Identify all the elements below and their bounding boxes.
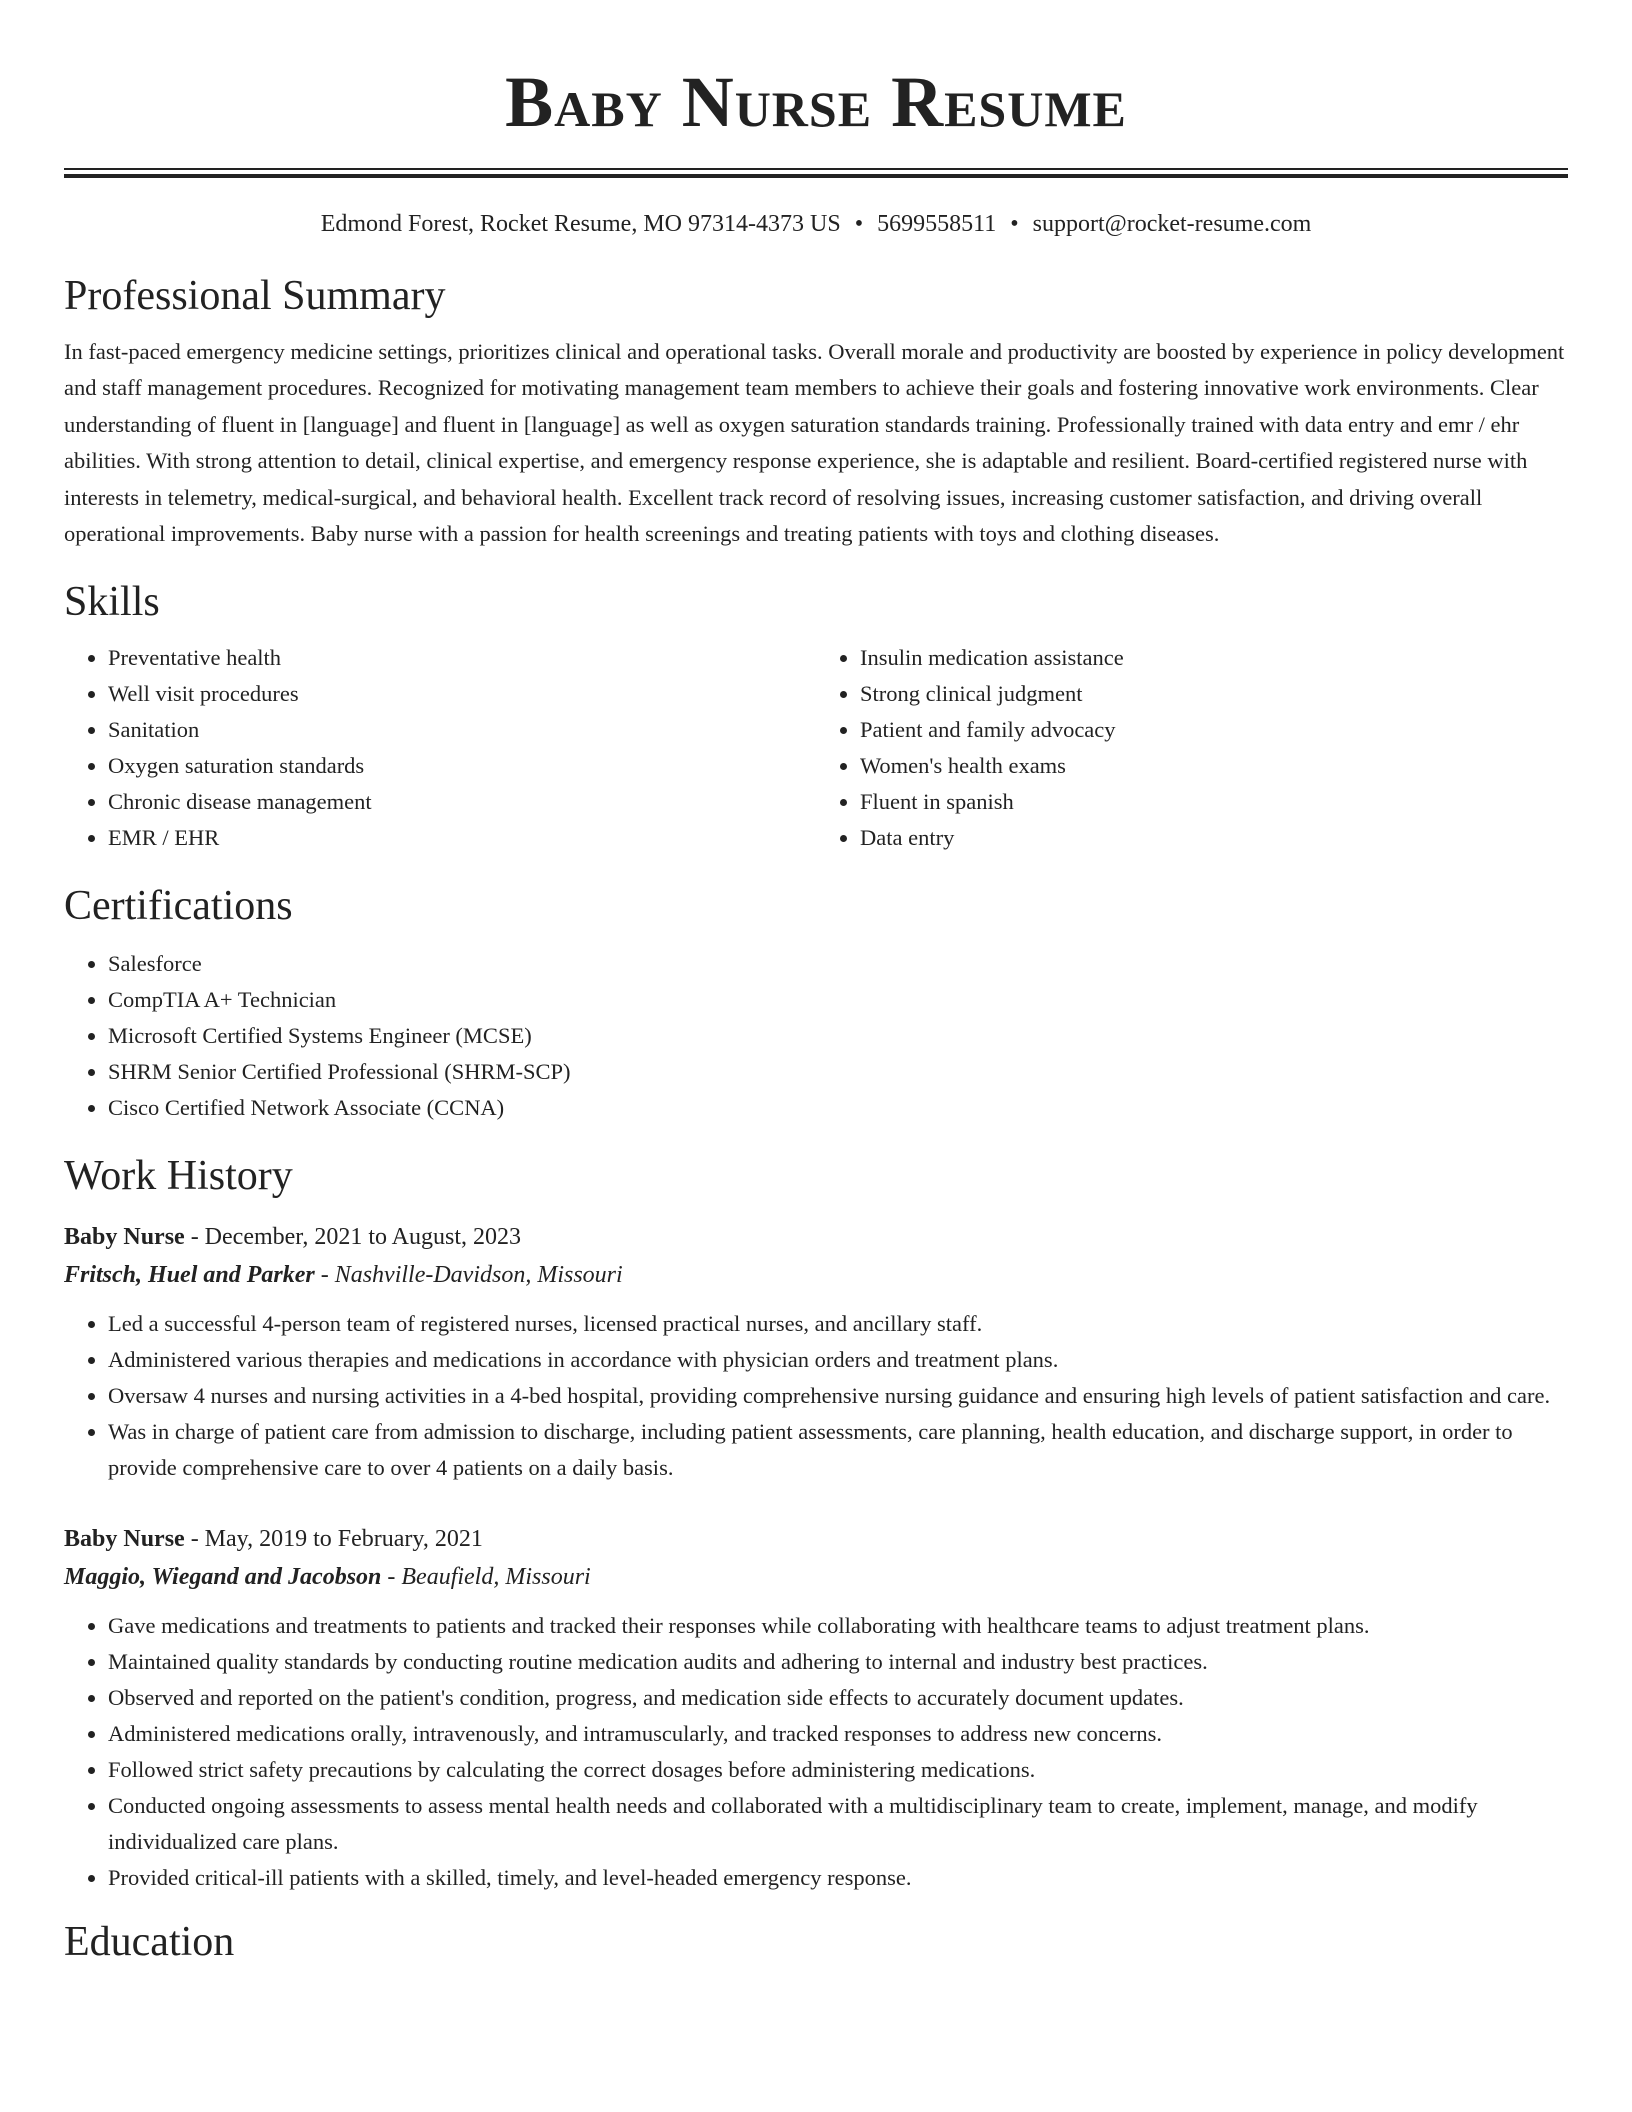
skill-item: • Chronic disease management (108, 784, 816, 820)
job-location: - Beaufield, Missouri (381, 1564, 591, 1591)
contact-line (64, 208, 1568, 240)
certification-item: • Salesforce (108, 946, 1568, 982)
contact-separator: • (854, 211, 864, 237)
summary-heading: Professional Summary (64, 273, 446, 319)
job-title-line (64, 1520, 1568, 1558)
skill-item: • Preventative health (108, 640, 816, 676)
job-bullets (64, 1608, 1568, 1896)
job-role: Baby Nurse (64, 1224, 185, 1251)
certifications-heading: Certifications (64, 883, 293, 930)
job-location: - Nashville-Davidson, Missouri (314, 1262, 623, 1289)
job-bullet: • Administered various therapies and medications in accordance with physician orders and treatment plans. (108, 1342, 1568, 1378)
contact-email: support@rocket-resume.com (1032, 211, 1312, 237)
contact-phone: 5699558511 (877, 211, 997, 237)
job-role: Baby Nurse (64, 1526, 185, 1553)
skill-item: • Fluent in spanish (860, 784, 1568, 820)
job-bullet: • Provided critical-ill patients with a skilled, timely, and level-headed emergency response. (108, 1860, 1568, 1896)
certification-item: • Cisco Certified Network Associate (CCNA) (108, 1090, 1568, 1126)
resume-page (64, 0, 1568, 1968)
job-bullet: • Administered medications orally, intravenously, and intramuscularly, and tracked responses to address new concerns. (108, 1716, 1568, 1752)
job-bullet: • Gave medications and treatments to patients and tracked their responses while collaborating with healthcare teams to adjust treatment plans. (108, 1608, 1568, 1644)
job-dates: - May, 2019 to February, 2021 (184, 1526, 483, 1553)
job-bullet: • Observed and reported on the patient's condition, progress, and medication side effects to accurately document updates. (108, 1680, 1568, 1716)
job-dates: - December, 2021 to August, 2023 (184, 1224, 522, 1251)
resume-title: Baby Nurse Resume (505, 62, 1127, 142)
contact-separator: • (1010, 211, 1019, 237)
job-company: Maggio, Wiegand and Jacobson (64, 1564, 382, 1591)
job-bullet: • Followed strict safety precautions by calculating the correct dosages before administering medications. (108, 1752, 1568, 1788)
job-entry (64, 1520, 1568, 1896)
education-heading: Education (64, 1919, 235, 1966)
skills-list (64, 640, 1568, 856)
title-divider (64, 168, 1568, 178)
skills-column-right (816, 640, 1568, 856)
skill-item: • Patient and family advocacy (860, 712, 1568, 748)
job-company: Fritsch, Huel and Parker (64, 1262, 315, 1289)
job-bullet: • Oversaw 4 nurses and nursing activities in a 4-bed hospital, providing comprehensive nursing guidance and ensuring high levels of patient satisfaction and care. (108, 1378, 1568, 1414)
certifications-list (64, 946, 1568, 1126)
summary-text: In fast-paced emergency medicine settings, prioritizes clinical and operational tasks. Overall morale and productivity are boosted by experience in policy development and staff management procedures. Recognized for motivating management team members to achieve their goals and fostering innovative work environments. Clear understanding of fluent in [language] and fluent in [language] as well as oxygen saturation standards training. Professionally trained with data entry and emr / ehr abilities. With strong attention to detail, clinical expertise, and emergency response experience, she is adaptable and resilient. Board-certified registered nurse with interests in telemetry, medical-surgical, and behavioral health. Excellent track record of resolving issues, increasing customer satisfaction, and driving overall operational improvements. Baby nurse with a passion for health screenings and treating patients with toys and clothing diseases. (64, 339, 1565, 547)
work-history-heading: Work History (64, 1153, 293, 1200)
job-bullet: • Maintained quality standards by conducting routine medication audits and adhering to internal and industry best practices. (108, 1644, 1568, 1680)
job-entry (64, 1218, 1568, 1486)
certification-item: • SHRM Senior Certified Professional (SHRM-SCP) (108, 1054, 1568, 1090)
skill-item: • Oxygen saturation standards (108, 748, 816, 784)
job-title-line (64, 1218, 1568, 1256)
skill-item: • EMR / EHR (108, 820, 816, 856)
job-bullets (64, 1306, 1568, 1486)
job-bullet: • Led a successful 4-person team of registered nurses, licensed practical nurses, and ancillary staff. (108, 1306, 1568, 1342)
job-employer-line (64, 1256, 1568, 1294)
skill-item: • Sanitation (108, 712, 816, 748)
job-employer-line (64, 1558, 1568, 1596)
skill-item: • Insulin medication assistance (860, 640, 1568, 676)
job-bullet: • Conducted ongoing assessments to assess mental health needs and collaborated with a multidisciplinary team to create, implement, manage, and modify individualized care plans. (108, 1788, 1568, 1860)
contact-address: Edmond Forest, Rocket Resume, MO 97314-4373 US (320, 211, 841, 237)
skills-heading: Skills (64, 579, 160, 626)
skill-item: • Data entry (860, 820, 1568, 856)
certification-item: • Microsoft Certified Systems Engineer (MCSE) (108, 1018, 1568, 1054)
skill-item: • Strong clinical judgment (860, 676, 1568, 712)
job-bullet: • Was in charge of patient care from admission to discharge, including patient assessments, care planning, health education, and discharge support, in order to provide comprehensive care to over 4 patients on a daily basis. (108, 1414, 1568, 1486)
skill-item: • Women's health exams (860, 748, 1568, 784)
certification-item: • CompTIA A+ Technician (108, 982, 1568, 1018)
skill-item: • Well visit procedures (108, 676, 816, 712)
skills-column-left (64, 640, 816, 856)
